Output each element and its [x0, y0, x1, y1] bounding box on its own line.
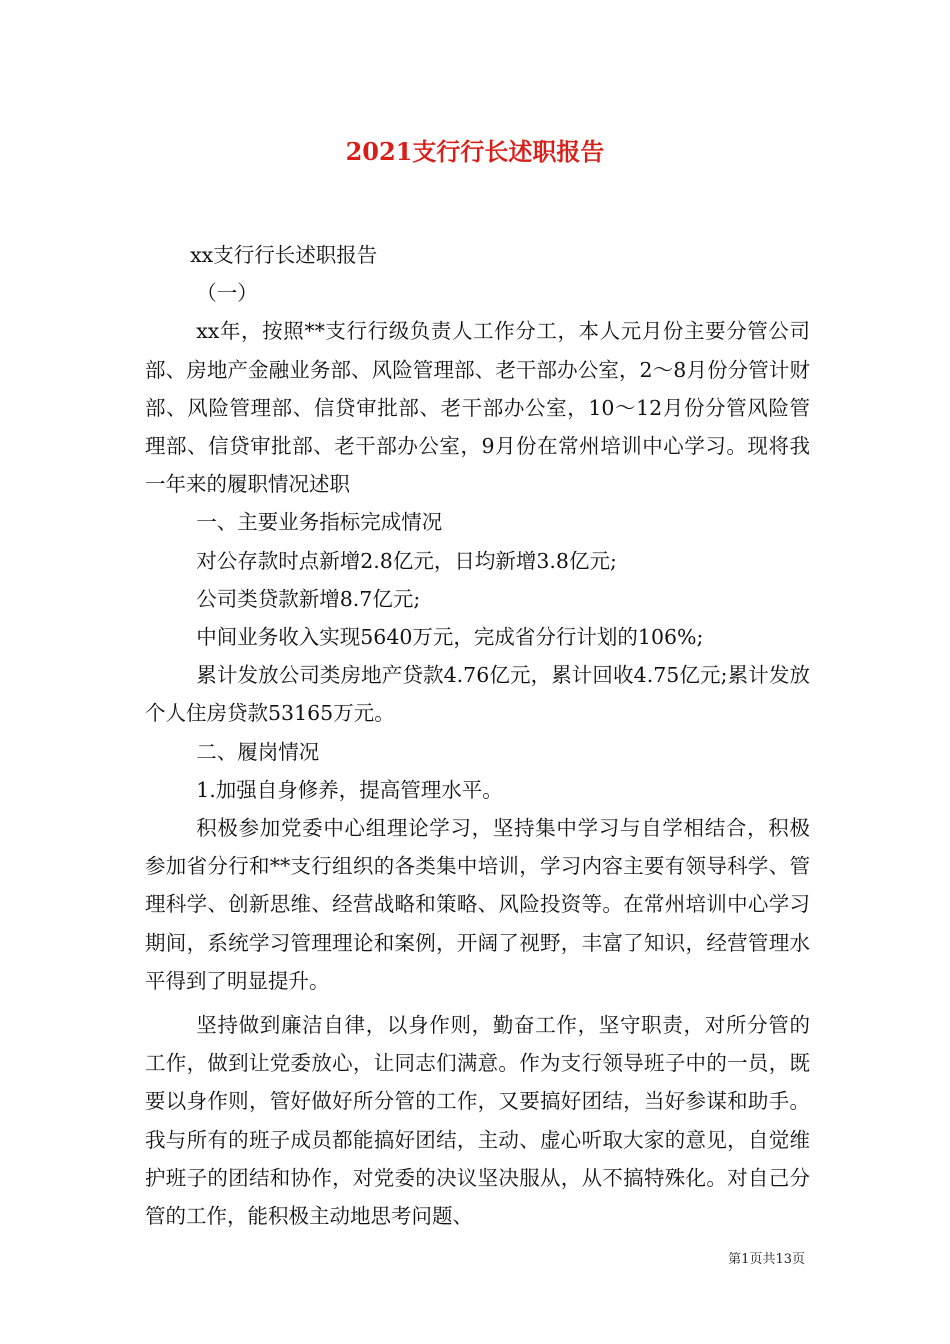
heading-self-cultivation: 1.加强自身修养，提高管理水平。 — [196, 777, 503, 802]
paragraph-study: 积极参加党委中心组理论学习，坚持集中学习与自学相结合，积极参加省分行和**支行组织的各类集中培训，学习内容主要有领导科学、管理科学、创新思维、经营战略和策略、风险投资等。在常州培训中心学习期间，系统学习管理理论和案例，开阔了视野，丰富了知识，经营管理水平得到了明显提升。 — [145, 816, 810, 993]
document-body — [145, 236, 810, 1235]
paragraph-integrity: 坚持做到廉洁自律，以身作则，勤奋工作，坚守职责，对所分管的工作，做到让党委放心，让同志们满意。作为支行领导班子中的一员，既要以身作则，管好做好所分管的工作，又要搞好团结，当好参谋和助手。我与所有的班子成员都能搞好团结，主动、虚心听取大家的意见，自觉维护班子的团结和协作，对党委的决议坚决服从，从不搞特殊化。对自己分管的工作，能积极主动地思考问题、 — [145, 1013, 810, 1229]
paragraph-deposits: 对公存款时点新增2.8亿元，日均新增3.8亿元; — [196, 548, 617, 573]
paragraph-intermediate-income: 中间业务收入实现5640万元，完成省分行计划的106%; — [196, 625, 704, 650]
paragraph-subtitle: xx支行行长述职报告 — [190, 243, 378, 267]
document-title: 2021支行行长述职报告 — [345, 137, 605, 166]
paragraph-section-number: （一） — [196, 281, 258, 306]
heading-main-indicators: 一、主要业务指标完成情况 — [196, 510, 443, 535]
paragraph-intro: xx年，按照**支行行级负责人工作分工，本人元月份主要分管公司部、房地产金融业务部、风险管理部、老干部办公室，2～8月份分管计财部、风险管理部、信贷审批部、老干部办公室，10～12月份分管风险管理部、信贷审批部、老干部办公室，9月份在常州培训中心学习。现将我一年来的履职情况述职 — [145, 319, 810, 497]
heading-duty-performance: 二、履岗情况 — [196, 739, 320, 764]
page-number-footer: 第1页共13页 — [728, 1252, 805, 1267]
paragraph-loans: 公司类贷款新增8.7亿元; — [196, 586, 421, 611]
paragraph-real-estate-loans: 累计发放公司类房地产贷款4.76亿元，累计回收4.75亿元;累计发放个人住房贷款53165万元。 — [145, 663, 810, 726]
